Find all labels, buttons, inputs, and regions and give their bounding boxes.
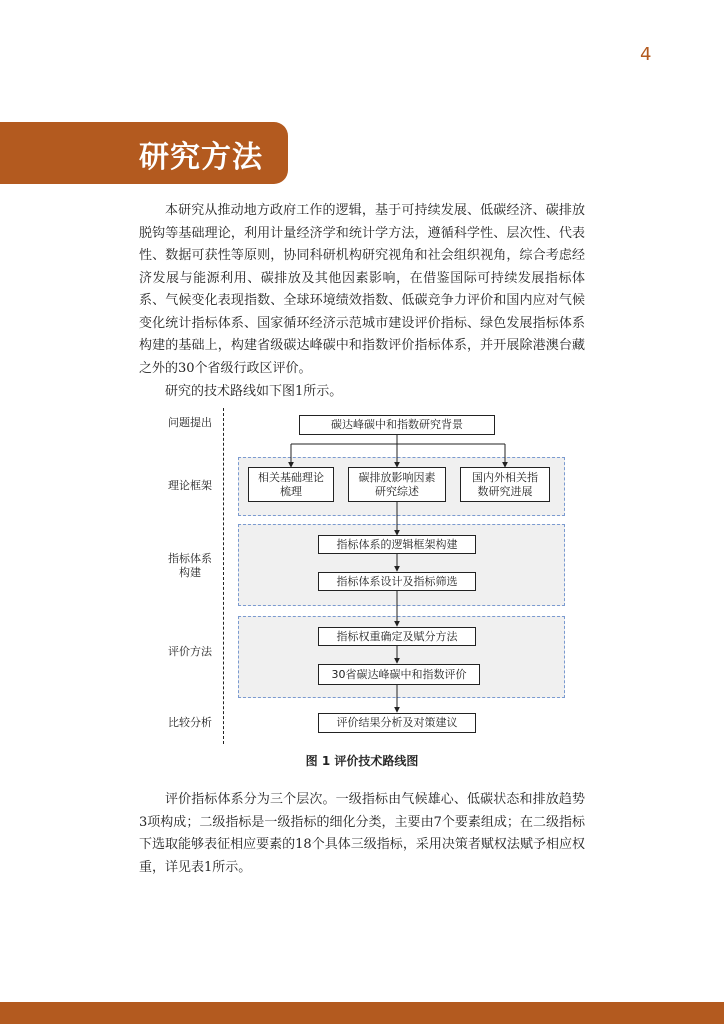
stage-label-compare: 比较分析	[168, 716, 212, 729]
footer-bar	[0, 1002, 724, 1024]
box-result-analysis: 评价结果分析及对策建议	[318, 713, 476, 733]
box-index-research	[460, 467, 550, 502]
stage-label-theory: 理论框架	[168, 479, 212, 492]
route-intro-paragraph: 研究的技术路线如下图1所示。	[165, 384, 343, 399]
box-emission-factors	[348, 467, 446, 502]
figure-caption: 图 1 评价技术路线图	[305, 754, 419, 768]
box-logic-framework: 指标体系的逻辑框架构建	[318, 535, 476, 554]
box-basic-theory	[248, 467, 334, 502]
section-title: 研究方法	[139, 140, 263, 175]
box-weighting-method: 指标权重确定及赋分方法	[318, 627, 476, 646]
box-emission-factors-line2: 研究综述	[375, 484, 419, 498]
box-research-background: 碳达峰碳中和指数研究背景	[299, 415, 495, 435]
stage-label-problem: 问题提出	[168, 416, 212, 429]
indicator-levels-paragraph: 评价指标体系分为三个层次。一级指标由气候雄心、低碳状态和排放趋势3项构成；二级指标是一级指标的细化分类，主要由7个要素组成；在二级指标下选取能够表征相应要素的18个具体三级指标，采用决策者赋权法赋予相应权重，详见表1所示。	[139, 792, 585, 875]
stage-label-method: 评价方法	[168, 645, 212, 658]
intro-paragraph: 本研究从推动地方政府工作的逻辑，基于可持续发展、低碳经济、碳排放脱钩等基础理论，利用计量经济学和统计学方法，遵循科学性、层次性、代表性、数据可获性等原则，协同科研机构研究视角和社会组织视角，综合考虑经济发展与能源利用、碳排放及其他因素影响，在借鉴国际可持续发展指标体系、气候变化表现指数、全球环境绩效指数、低碳竞争力评价和国内应对气候变化统计指标体系、国家循环经济示范城市建设评价指标、绿色发展指标体系构建的基础上，构建省级碳达峰碳中和指数评价指标体系，并开展除港澳台藏之外的30个省级行政区评价。	[139, 203, 585, 376]
box-emission-factors-line1: 碳排放影响因素	[358, 470, 436, 484]
box-index-research-line1: 国内外相关指	[472, 470, 538, 484]
box-index-research-line2: 数研究进展	[477, 484, 533, 498]
box-design-screening: 指标体系设计及指标筛选	[318, 572, 476, 591]
box-basic-theory-line2: 梳理	[280, 484, 302, 498]
stage-label-system-line1: 指标体系	[168, 552, 212, 565]
box-provincial-evaluation: 30省碳达峰碳中和指数评价	[318, 664, 480, 685]
stage-label-system-line2: 构建	[179, 566, 201, 579]
technical-route-flowchart	[160, 408, 570, 744]
box-basic-theory-line1: 相关基础理论	[258, 470, 324, 484]
page-number: 4	[640, 44, 652, 65]
section-banner	[0, 122, 288, 184]
